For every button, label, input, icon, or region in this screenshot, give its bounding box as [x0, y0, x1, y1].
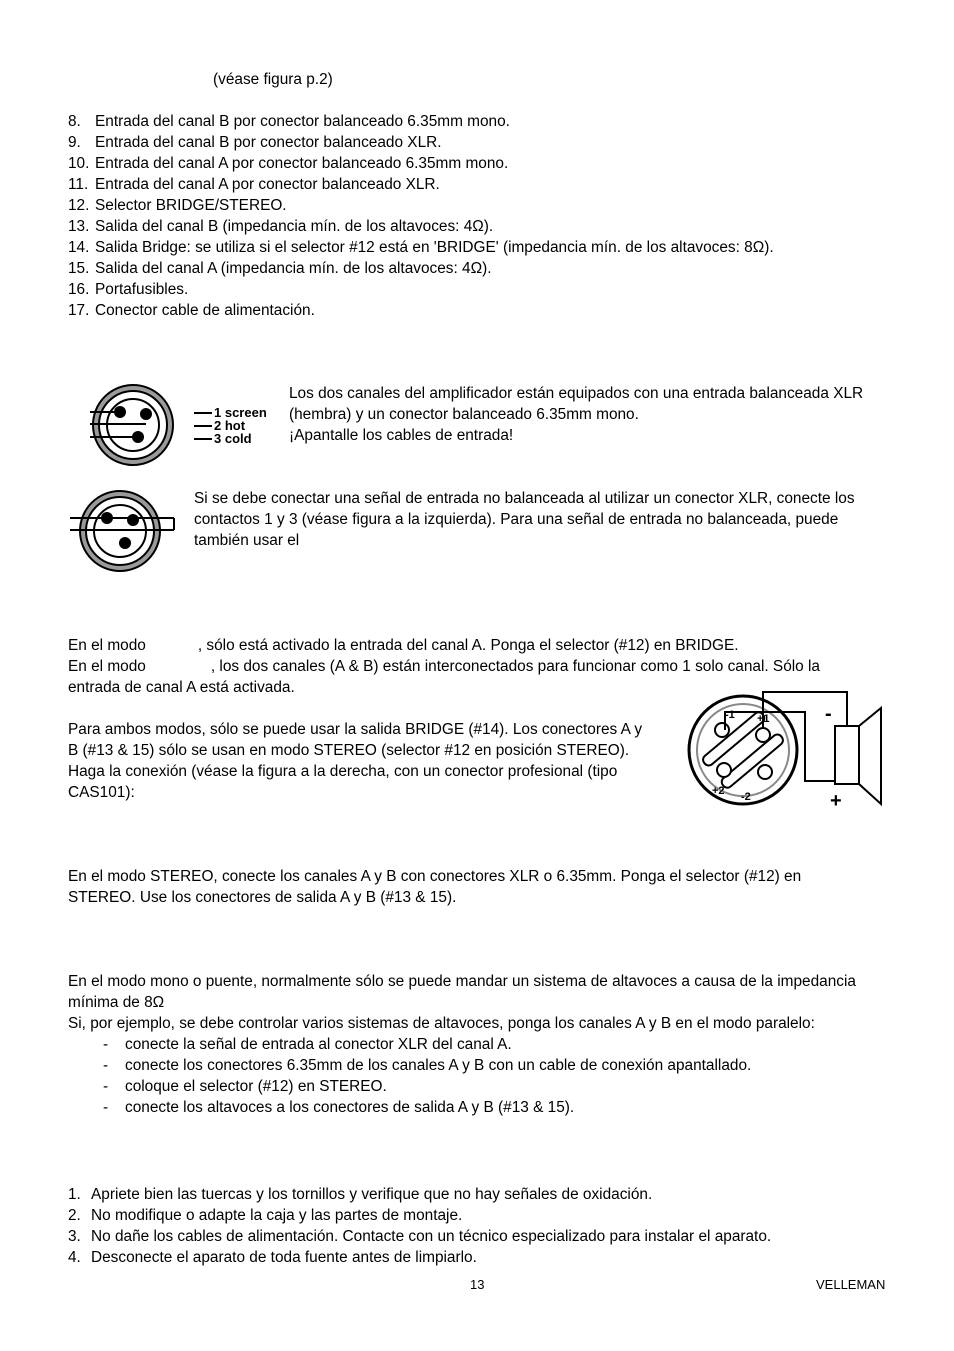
list-item: 13. Salida del canal B (impedancia mín. de los altavoces: 4Ω). — [68, 218, 494, 235]
pin-minus-1-label: -1 — [725, 709, 735, 721]
list-item: 8. Entrada del canal B por conector balanceado 6.35mm mono. — [68, 113, 510, 130]
list-item: 14. Salida Bridge: se utiliza si el selector #12 está en 'BRIDGE' (impedancia mín. de los altavoces: 8Ω). — [68, 239, 774, 256]
list-item: 12. Selector BRIDGE/STEREO. — [68, 197, 287, 214]
pin-2-label: 2 hot — [214, 418, 246, 433]
footer-brand: VELLEMAN — [816, 1277, 886, 1292]
pin-plus-2-label: +2 — [712, 785, 725, 797]
list-item: 9. Entrada del canal B por conector balanceado XLR. — [68, 134, 442, 151]
figure-reference-note: (véase figura p.2) — [213, 71, 333, 88]
loudspeaker-icon — [835, 726, 859, 784]
xlr-pinout-figure — [86, 380, 286, 470]
xlr-unbalanced-figure — [64, 486, 184, 576]
list-item: 4. Desconecte el aparato de toda fuente antes de limpiarlo. — [68, 1249, 477, 1266]
plus-sign: + — [830, 790, 842, 811]
pin-plus-1-label: +1 — [757, 713, 770, 725]
page-number: 13 — [470, 1277, 485, 1292]
list-item: 17. Conector cable de alimentación. — [68, 302, 315, 319]
list-item: 1. Apriete bien las tuercas y los tornillos y verifique que no hay señales de oxidación. — [68, 1186, 653, 1203]
list-item: 10. Entrada del canal A por conector balanceado 6.35mm mono. — [68, 155, 509, 172]
pin-3-label: 3 cold — [214, 431, 252, 446]
list-item: 16. Portafusibles. — [68, 281, 189, 298]
speakon-wiring-figure — [685, 686, 890, 811]
pin-minus-2-label: -2 — [741, 791, 751, 803]
list-item: 15. Salida del canal A (impedancia mín. de los altavoces: 4Ω). — [68, 260, 492, 277]
list-item: 2. No modifique o adapte la caja y las partes de montaje. — [68, 1207, 463, 1224]
list-item: 3. No dañe los cables de alimentación. Contacte con un técnico especializado para instalar el aparato. — [68, 1228, 772, 1245]
pin-1-label: 1 screen — [214, 405, 267, 420]
minus-sign: - — [825, 703, 832, 725]
list-item: 11. Entrada del canal A por conector balanceado XLR. — [68, 176, 440, 193]
